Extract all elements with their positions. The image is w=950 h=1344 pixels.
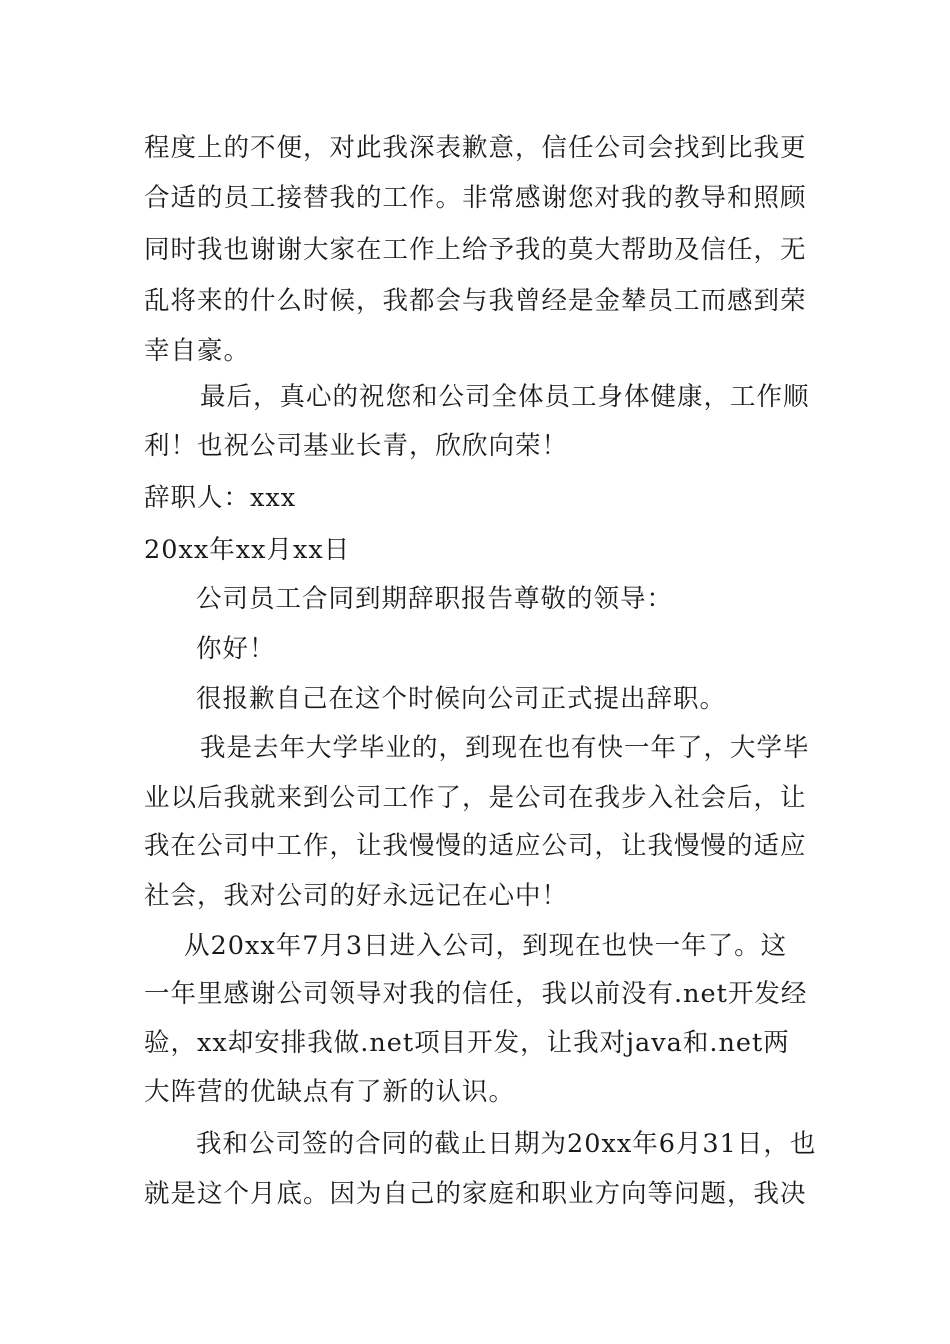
text-line: 程度上的不便，对此我深表歉意，信任公司会找到比我更 [144,133,807,163]
text-line: 同时我也谢谢大家在工作上给予我的莫大帮助及信任，无 [144,235,807,265]
text-line: 合适的员工接替我的工作。非常感谢您对我的教导和照顾 [144,183,807,213]
text-line: 很报歉自己在这个时候向公司正式提出辞职。 [196,684,727,714]
text-line: 就是这个月底。因为自己的家庭和职业方向等问题，我决 [144,1179,807,1209]
text-line: 我和公司签的合同的截止日期为20xx年6月31日，也 [196,1129,817,1159]
date-line: 20xx年xx月xx日 [144,535,351,565]
text-line: 业以后我就来到公司工作了，是公司在我步入社会后，让 [144,783,807,813]
signer-line: 辞职人：xxx [144,483,297,513]
text-line: 幸自豪。 [144,336,251,366]
text-line: 大阵营的优缺点有了新的认识。 [144,1077,516,1107]
letter-title: 公司员工合同到期辞职报告尊敬的领导： [196,584,674,614]
greeting-line: 你好！ [196,634,276,664]
text-line: 乱将来的什么时候，我都会与我曾经是金辇员工而感到荣 [144,286,807,316]
text-line: 我是去年大学毕业的，到现在也有快一年了，大学毕 [200,733,810,763]
text-line: 最后，真心的祝您和公司全体员工身体健康，工作顺 [200,382,810,412]
text-line: 社会，我对公司的好永远记在心中！ [144,881,569,911]
text-line: 验，xx却安排我做.net项目开发，让我对java和.net两 [144,1028,790,1058]
text-line: 从20xx年7月3日进入公司，到现在也快一年了。这 [184,931,788,961]
text-line: 一年里感谢公司领导对我的信任，我以前没有.net开发经 [144,979,808,1009]
text-line: 利！也祝公司基业长青，欣欣向荣！ [144,431,569,461]
text-line: 我在公司中工作，让我慢慢的适应公司，让我慢慢的适应 [144,831,807,861]
